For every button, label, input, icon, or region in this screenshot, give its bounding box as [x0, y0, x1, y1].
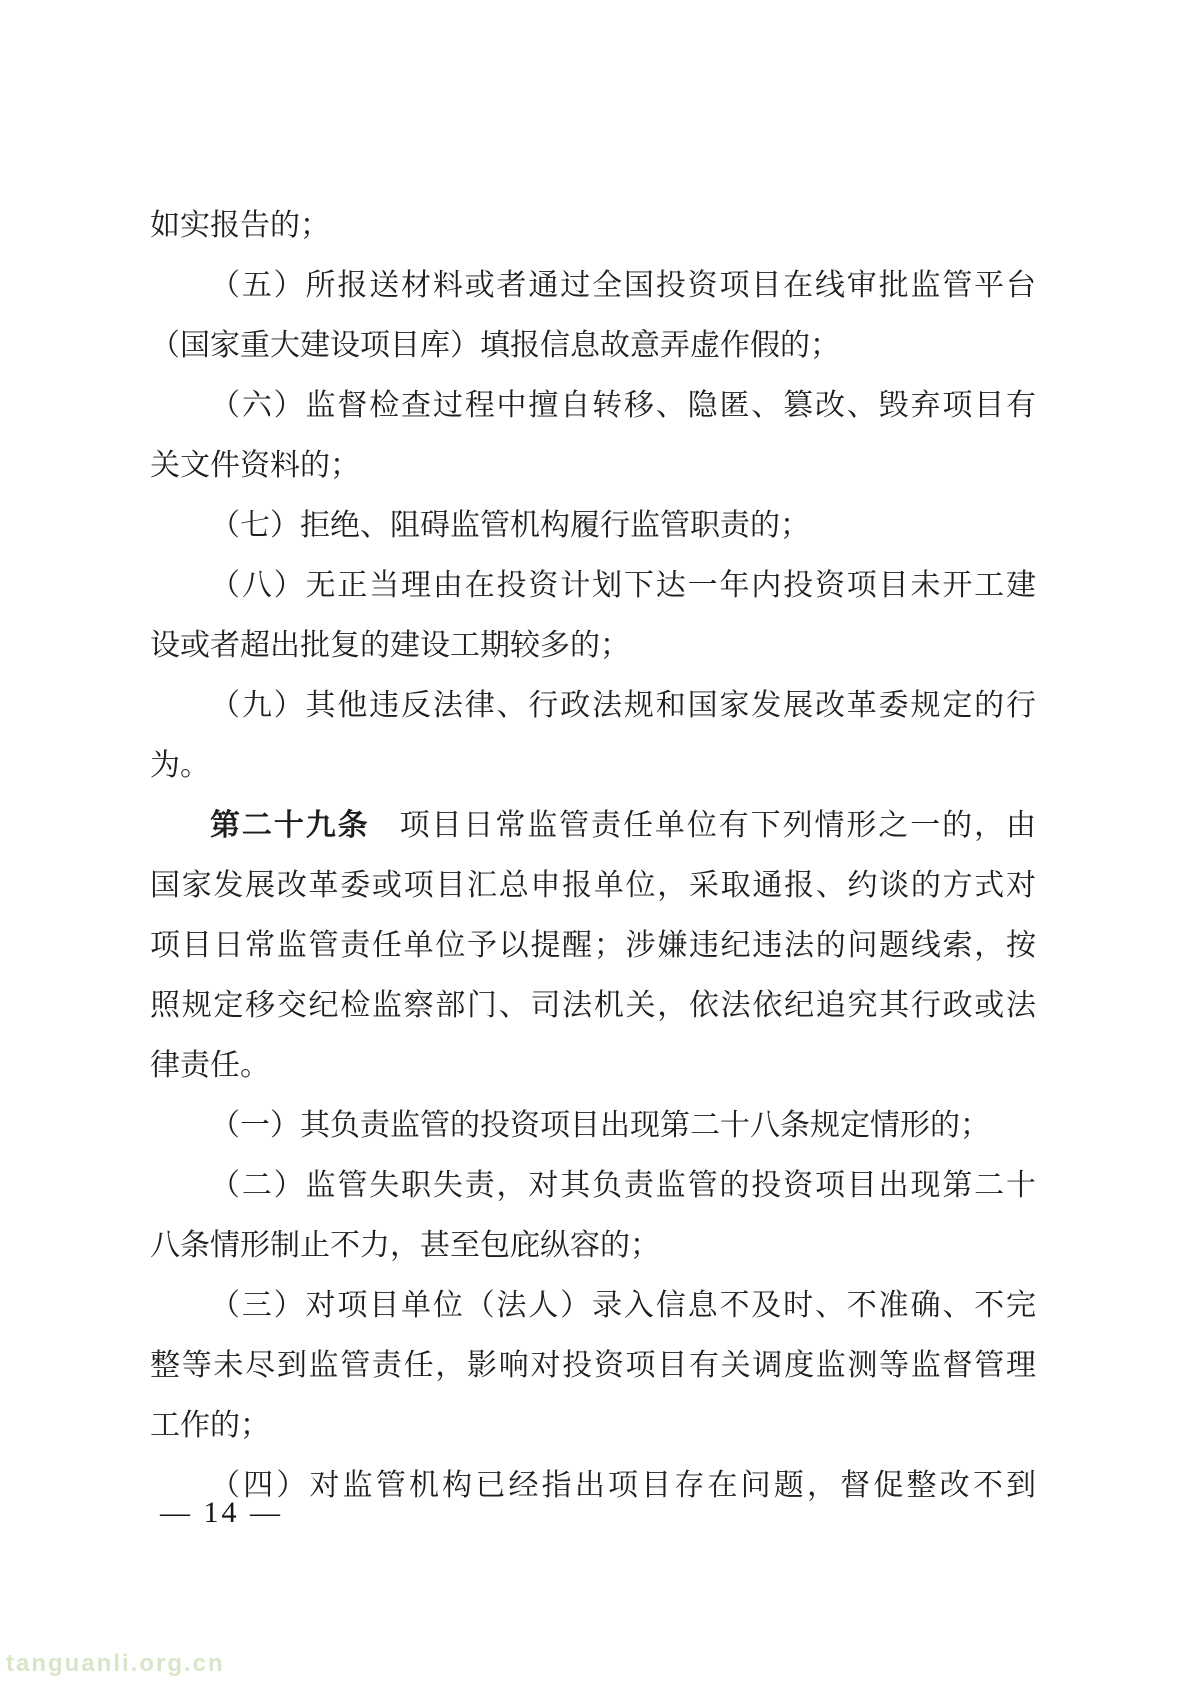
body-text-line: 工作的；: [150, 1409, 270, 1442]
body-text-line: （三）对项目单位（法人）录入信息不及时、不准确、不完: [210, 1289, 1036, 1322]
body-text-line: 关文件资料的；: [150, 449, 360, 482]
body-text-line: 律责任。: [150, 1049, 270, 1082]
article-number-bold: 第二十九条: [210, 809, 370, 842]
body-text-line: （七）拒绝、阻碍监管机构履行监管职责的；: [210, 509, 810, 542]
body-text-line: （九）其他违反法律、行政法规和国家发展改革委规定的行: [210, 689, 1036, 722]
body-text-line: 国家发展改革委或项目汇总申报单位，采取通报、约谈的方式对: [150, 869, 1036, 902]
body-text-line: （六）监督检查过程中擅自转移、隐匿、篡改、毁弃项目有: [210, 389, 1036, 422]
body-text-line: （国家重大建设项目库）填报信息故意弄虚作假的；: [150, 329, 840, 362]
body-text-line: 设或者超出批复的建设工期较多的；: [150, 629, 630, 662]
body-text-line: 整等未尽到监管责任，影响对投资项目有关调度监测等监督管理: [150, 1349, 1036, 1382]
body-text-line: [150, 796, 1036, 856]
body-text-line: 照规定移交纪检监察部门、司法机关，依法依纪追究其行政或法: [150, 989, 1036, 1022]
body-text-line: （五）所报送材料或者通过全国投资项目在线审批监管平台: [210, 269, 1036, 302]
body-text-line: （二）监管失职失责，对其负责监管的投资项目出现第二十: [210, 1169, 1036, 1202]
watermark: tanguanli.org.cn: [6, 1650, 225, 1677]
body-text-line: 为。: [150, 749, 210, 782]
body-text-line: 如实报告的；: [150, 209, 330, 242]
body-text-line: （一）其负责监管的投资项目出现第二十八条规定情形的；: [210, 1109, 990, 1142]
body-text-line: （四）对监管机构已经指出项目存在问题，督促整改不到: [210, 1469, 1036, 1502]
body-text-line: 项目日常监管责任单位予以提醒；涉嫌违纪违法的问题线索，按: [150, 929, 1036, 962]
body-text-line: 八条情形制止不力，甚至包庇纵容的；: [150, 1229, 660, 1262]
body-text-line: （八）无正当理由在投资计划下达一年内投资项目未开工建: [210, 569, 1036, 602]
page-number: — 14 —: [160, 1496, 283, 1529]
document-body: [150, 196, 1036, 1516]
article-text: 项目日常监管责任单位有下列情形之一的，由: [399, 809, 1037, 842]
